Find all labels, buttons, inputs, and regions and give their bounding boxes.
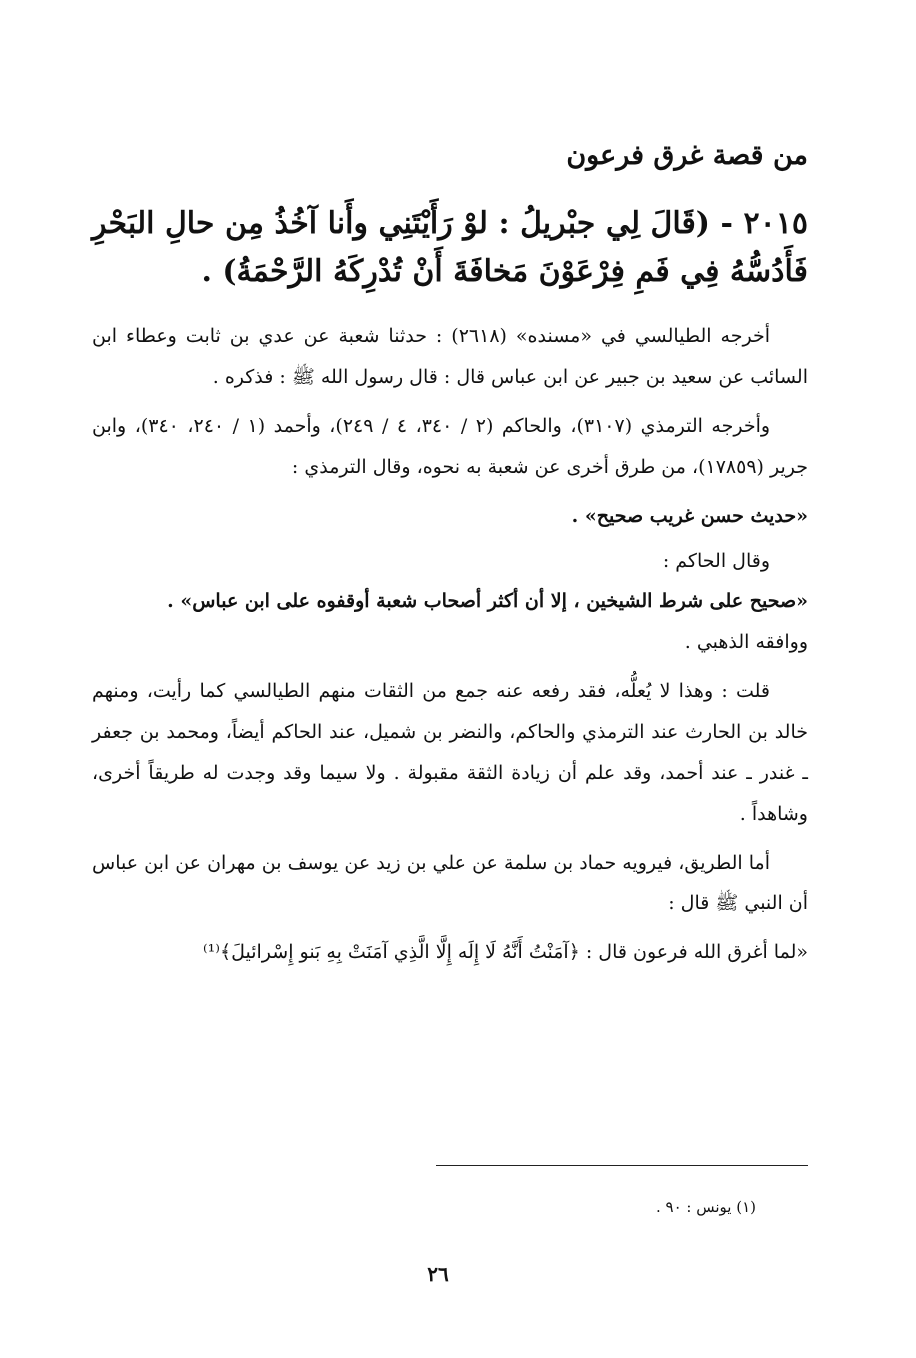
chain-paragraph: أما الطريق، فيرويه حماد بن سلمة عن علي بن زيد عن يوسف بن مهران عن ابن عباس أن النبي ﷺ قال :	[92, 851, 808, 915]
author-comment-paragraph: قلت : وهذا لا يُعلُّه، فقد رفعه عنه جمع من الثقات منهم الطيالسي كما رأيت، ومنهم خالد بن الحارث عند الترمذي والحاكم، والنضر بن شميل، عند الحاكم أيضاً، ومحمد بن جعفر ـ غندر ـ عند أحمد، وقد علم أن زيادة الثقة مقبولة . ولا سيما وقد وجدت له طريقاً أخرى، وشاهداً .	[92, 680, 808, 825]
hakim-intro: وقال الحاكم :	[662, 549, 770, 572]
tirmidhi-verdict-quote: «حديث حسن غريب صحيح» .	[571, 504, 808, 527]
dhahabi-agreement: ووافقه الذهبي .	[684, 631, 808, 654]
hakim-verdict-quote: «صحيح على شرط الشيخين ، إلا أن أكثر أصحاب شعبة أوقفوه على ابن عباس» .	[167, 590, 808, 613]
page-content	[92, 140, 808, 981]
takhrij-paragraph-1: أخرجه الطيالسي في «مسنده» (٢٦١٨) : حدثنا شعبة عن عدي بن ثابت وعطاء ابن السائب عن سعيد بن جبير عن ابن عباس قال : قال رسول الله ﷺ : فذكره .	[92, 325, 808, 389]
footnote-divider	[436, 1165, 808, 1166]
quran-quote-paragraph: «لما أغرق الله فرعون قال : ﴿آمَنْتُ أَنَّهُ لَا إِلَه إِلَّا الَّذِي آمَنَتْ بِهِ بَنو إِسْرائيلَ﴾⁽¹⁾	[203, 941, 808, 964]
section-heading: من قصة غرق فرعون	[566, 140, 808, 171]
footnote: (١) يونس : ٩٠ .	[655, 1198, 756, 1216]
hadith-body: - (قَالَ لِي جبْريلُ : لوْ رَأَيْتَنِي وأَنا آخُذُ مِن حالِ البَحْرِ فَأَدُسُّهُ فِي فَمِ فِرْعَوْنَ مَخافَةَ أَنْ تُدْرِكَهُ الرَّحْمَةُ) .	[92, 206, 808, 290]
hadith-number: ٢٠١٥	[743, 206, 808, 242]
page-number: ٢٦	[427, 1262, 449, 1286]
takhrij-paragraph-2: وأخرجه الترمذي (٣١٠٧)، والحاكم (٢ / ٣٤٠، ٤ / ٢٤٩)، وأحمد (١ / ٢٤٠، ٣٤٠)، وابن جرير (١٧٨٥٩)، من طرق أخرى عن شعبة به نحوه، وقال الترمذي :	[92, 415, 808, 478]
hadith-text	[92, 200, 808, 296]
